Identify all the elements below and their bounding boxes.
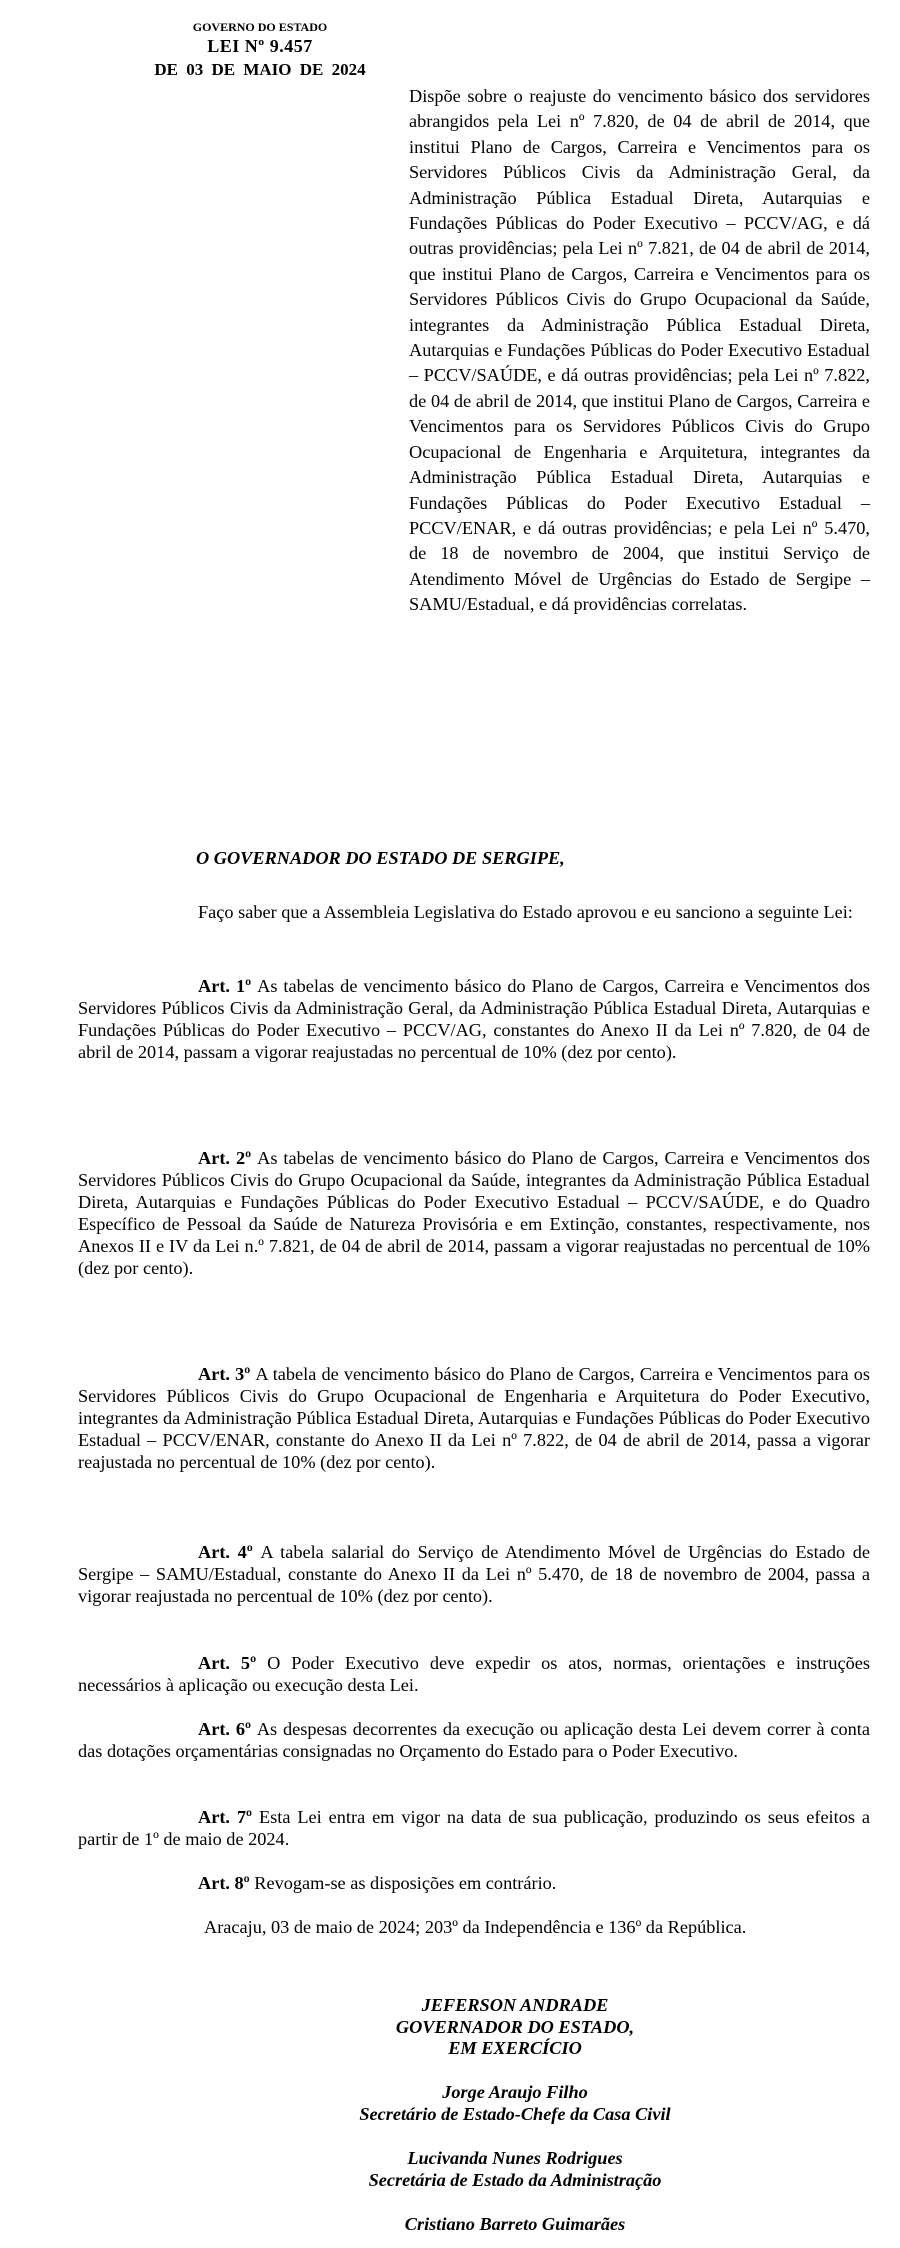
law-date: DE 03 DE MAIO DE 2024: [154, 60, 366, 79]
article-text: A tabela salarial do Serviço de Atendimento Móvel de Urgências do Estado de Sergipe – SAMU/Estadual, constante do Anexo II da Lei nº 5.470, de 18 de novembro de 2004, passa a vigorar reajustada no percentual de 10% (dez por cento).: [78, 1542, 870, 1607]
article-text: O Poder Executivo deve expedir os atos, normas, orientações e instruções necessários à aplicação ou execução desta Lei.: [78, 1653, 871, 1696]
enactment-intro: Faço saber que a Assembleia Legislativa do Estado aprovou e eu sanciono a seguinte Lei:: [198, 902, 853, 922]
article-label: Art. 3º: [198, 1364, 256, 1384]
article-8: [78, 1872, 870, 1894]
article-label: Art. 8º: [198, 1873, 255, 1893]
signatory-title-line2: EM EXERCÍCIO: [448, 2038, 582, 2058]
signatory-title: Secretário de Estado-Chefe da Casa Civil: [359, 2103, 671, 2124]
article-label: Art. 1º: [198, 976, 258, 996]
signature-governor: [0, 1995, 900, 2060]
signatory-title: GOVERNADOR DO ESTADO,: [395, 2016, 635, 2037]
signature-fourth: [0, 2214, 900, 2236]
article-text: As tabelas de vencimento básico do Plano de Cargos, Carreira e Vencimentos dos Servidores Públicos Civis da Administração Geral, da Administração Pública Estadual Direta, Autarquias e Fundações Públicas do Poder Executivo – PCCV/AG, constantes do Anexo II da Lei nº 7.820, de 04 de abril de 2014, passam a vigorar reajustadas no percentual de 10% (dez por cento).: [78, 976, 870, 1063]
law-ementa: Dispõe sobre o reajuste do vencimento básico dos servidores abrangidos pela Lei nº 7.820, de 04 de abril de 2014, que institui Plano de Cargos, Carreira e Vencimentos para os Servidores Públicos Civis da Administração Geral, da Administração Pública Estadual Direta, Autarquias e Fundações Públicas do Poder Executivo – PCCV/AG, e dá outras providências; pela Lei nº 7.821, de 04 de abril de 2014, que institui Plano de Cargos, Carreira e Vencimentos para os Servidores Públicos Civis do Grupo Ocupacional da Saúde, integrantes da Administração Pública Estadual Direta, Autarquias e Fundações Públicas do Poder Executivo Estadual – PCCV/SAÚDE, e dá outras providências; pela Lei nº 7.822, de 04 de abril de 2014, que institui Plano de Cargos, Carreira e Vencimentos para os Servidores Públicos Civis do Grupo Ocupacional de Engenharia e Arquitetura, integrantes da Administração Pública Estadual Direta, Autarquias e Fundações Públicas do Poder Executivo Estadual – PCCV/ENAR, e dá outras providências; e pela Lei nº 5.470, de 18 de novembro de 2004, que institui Serviço de Atendimento Móvel de Urgências do Estado de Sergipe – SAMU/Estadual, e dá providências correlatas.: [409, 86, 870, 615]
article-5: [78, 1652, 870, 1696]
article-text: A tabela de vencimento básico do Plano de Cargos, Carreira e Vencimentos para os Servidores Públicos Civis do Grupo Ocupacional de Engenharia e Arquitetura do Poder Executivo, integrantes da Administração Pública Estadual Direta, Autarquias e Fundações Públicas do Poder Executivo Estadual – PCCV/ENAR, constante do Anexo II da Lei nº 7.822, de 04 de abril de 2014, passa a vigorar reajustada no percentual de 10% (dez por cento).: [78, 1364, 870, 1473]
article-label: Art. 4º: [198, 1542, 261, 1562]
signatory-name: Jorge Araujo Filho: [442, 2082, 588, 2102]
article-7: [78, 1806, 870, 1850]
government-header: GOVERNO DO ESTADO: [192, 20, 328, 34]
law-number: LEI Nº 9.457: [207, 36, 313, 56]
signatory-name: Cristiano Barreto Guimarães: [404, 2214, 626, 2234]
article-label: Art. 6º: [198, 1719, 257, 1739]
closing-date-line: Aracaju, 03 de maio de 2024; 203º da Independência e 136º da República.: [204, 1917, 747, 1937]
article-label: Art. 2º: [198, 1148, 258, 1168]
article-6: [78, 1718, 870, 1762]
signatory-name: JEFERSON ANDRADE: [421, 1995, 609, 2015]
governor-heading: O GOVERNADOR DO ESTADO DE SERGIPE,: [196, 848, 565, 868]
article-label: Art. 5º: [198, 1653, 268, 1673]
article-2: [78, 1147, 870, 1280]
signatory-title: Secretária de Estado da Administração: [368, 2169, 662, 2190]
article-text: As tabelas de vencimento básico do Plano de Cargos, Carreira e Vencimentos dos Servidores Públicos Civis do Grupo Ocupacional da Saúde, integrantes da Administração Pública Estadual Direta, Autarquias e Fundações Públicas do Poder Executivo Estadual – PCCV/SAÚDE, e do Quadro Específico de Pessoal da Saúde de Natureza Provisória e em Extinção, constantes, respectivamente, nos Anexos II e IV da Lei n.º 7.821, de 04 de abril de 2014, passam a vigorar reajustadas no percentual de 10% (dez por cento).: [78, 1148, 870, 1279]
article-label: Art. 7º: [198, 1807, 259, 1827]
signature-casa-civil: [0, 2082, 900, 2125]
article-text: Esta Lei entra em vigor na data de sua publicação, produzindo os seus efeitos a partir de 1º de maio de 2024.: [78, 1807, 870, 1850]
article-text: As despesas decorrentes da execução ou aplicação desta Lei devem correr à conta das dotações orçamentárias consignadas no Orçamento do Estado para o Poder Executivo.: [78, 1719, 870, 1762]
article-1: [78, 975, 870, 1063]
article-3: [78, 1363, 870, 1473]
article-text: Revogam-se as disposições em contrário.: [254, 1873, 557, 1893]
signatory-name: Lucivanda Nunes Rodrigues: [407, 2148, 623, 2168]
article-4: [78, 1541, 870, 1607]
signature-administracao: [0, 2148, 900, 2191]
